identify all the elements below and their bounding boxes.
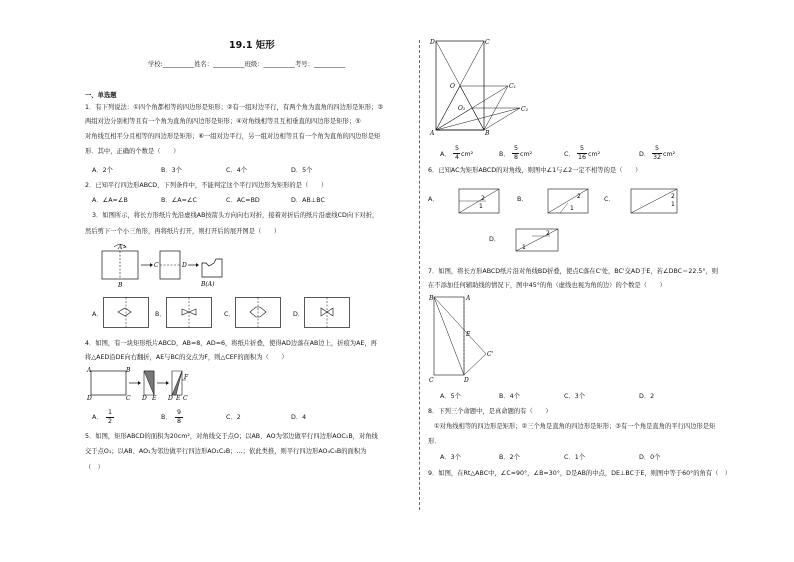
column-divider	[419, 40, 420, 510]
q8-option-a: A．3个	[440, 454, 461, 461]
q5-parallelogram-figure	[428, 38, 532, 138]
q5-option-a: A．	[440, 151, 451, 158]
q7-option-c: C．3个	[564, 393, 585, 400]
q8-option-b: B．2个	[499, 454, 520, 461]
q8-sub-2: 形．	[428, 438, 441, 445]
svg-text:2: 2	[577, 193, 581, 200]
q4-line-1: 4．如图，有一块矩形纸片ABCD，AB=8，AD=6，将纸片折叠，使得AD边落在AB边上，折痕为AE，再	[85, 340, 377, 347]
q2-option-d: D．AB⊥BC	[291, 197, 325, 204]
svg-text:C: C	[126, 395, 131, 402]
q2-option-c: C．AC=BD	[226, 197, 260, 204]
q5-line-1: 5．如图，矩形ABCD的面积为20cm²，对角线交于点O；以AB、AO为邻边做平行四边形AOC₁B，对角线	[85, 433, 378, 440]
q6-option-d-figure	[502, 226, 564, 258]
q6-line: 6．已知AC为矩形ABCD的对角线，则图中∠1与∠2一定不相等的是（ ）	[428, 167, 642, 174]
student-info-line: 学校:__________姓名：__________班级：__________考号：__________	[148, 61, 346, 68]
q1-line-2: 两组对边分别相等且有一个角为直角的四边形是矩形；④对角线相等且互相垂直的四边形是矩形；⑤	[85, 118, 361, 125]
svg-text:D: D	[168, 395, 173, 402]
q4-option-a-den: 2	[108, 418, 113, 425]
q3-option-b: B．	[155, 311, 166, 318]
q4-option-a-num: 1	[108, 409, 113, 416]
svg-text:B: B	[126, 367, 131, 374]
q4-option-a: A．	[92, 414, 103, 421]
svg-text:2: 2	[671, 193, 675, 200]
q1-line-1: 1．有下列说法：①四个角都相等的四边形是矩形；②有一组对边平行，有两个角为直角的四边形是矩形；③	[85, 104, 384, 111]
q6-option-b-figure	[530, 186, 592, 218]
svg-text:B: B	[485, 130, 490, 137]
q1-option-a: A．2个	[92, 167, 113, 174]
q4-option-b-den: 8	[177, 418, 182, 425]
svg-text:D: D	[87, 395, 92, 402]
q7-folding-figure	[426, 294, 506, 384]
q6-option-c-figure	[617, 186, 679, 218]
q1-option-b: B．3个	[161, 167, 182, 174]
svg-text:C: C	[183, 395, 188, 402]
svg-text:2: 2	[546, 230, 550, 237]
svg-text:C: C	[485, 39, 490, 46]
svg-text:1: 1	[522, 244, 526, 251]
q3-line-1: 3．如图所示，将长方形纸片先沿虚线AB按箭头方向向右对折，接着对折后的纸片沿虚线CD向下对折，	[92, 212, 379, 219]
svg-text:C₂: C₂	[521, 106, 528, 113]
q1-option-c: C．4个	[226, 167, 247, 174]
svg-text:C: C	[429, 377, 434, 384]
svg-text:D: D	[430, 39, 435, 46]
q2-option-a: A．∠A=∠B	[92, 197, 128, 204]
page-title: 19.1 矩形	[229, 40, 275, 51]
svg-text:B: B	[429, 295, 434, 302]
q7-option-b: B．4个	[499, 393, 520, 400]
q8-sub-1: ①对角线相等的四边形是矩形；②三个角是直角的四边形是矩形；③有一个角是直角的平行四边形是矩	[434, 423, 716, 430]
svg-text:1: 1	[479, 203, 483, 210]
q5-line-3: （ ）	[85, 464, 104, 471]
svg-text:O: O	[450, 83, 455, 90]
q9-line: 9．如图，在Rt△ABC中，∠C=90°，∠B=30°，D是AB的中点，DE⊥BC于E，则图中等于60°的角有（ ）	[428, 470, 732, 477]
svg-text:F: F	[184, 374, 189, 381]
q4-option-b: B．	[161, 414, 172, 421]
q3-option-c: C．	[224, 311, 235, 318]
q7-option-d: D．2	[639, 393, 655, 400]
svg-text:D: D	[464, 377, 469, 384]
q3-label-ba: B(A)	[201, 281, 215, 288]
q3-label-b: B	[118, 282, 123, 289]
svg-text:D: D	[142, 395, 147, 402]
svg-text:C': C'	[487, 351, 494, 358]
q1-option-d: D．5个	[291, 167, 313, 174]
svg-text:E: E	[466, 331, 471, 338]
q3-label-a: A	[118, 244, 123, 251]
q5-option-c: C．	[564, 151, 575, 158]
q8-line: 8．下列三个命题中，是真命题的有（ ）	[428, 408, 552, 415]
q5-option-d: D．	[639, 151, 651, 158]
svg-text:A: A	[430, 130, 435, 137]
q1-line-3: 对角线互相平分且相等的四边形是矩形；⑥一组对边平行，另一组对边相等且有一个角为直角的四边形是矩	[85, 133, 381, 140]
svg-text:1: 1	[570, 205, 574, 212]
q3-option-c-figure	[235, 297, 285, 331]
q3-line-2: 然后剪下一个小三角形，再将纸片打开，则打开后的展开图是（ ）	[85, 228, 281, 235]
svg-text:C₁: C₁	[509, 83, 516, 90]
q7-option-a: A．5个	[440, 393, 461, 400]
q3-option-a-figure	[103, 297, 153, 331]
svg-text:E: E	[176, 395, 181, 402]
svg-text:O₁: O₁	[458, 105, 466, 112]
svg-text:2: 2	[481, 195, 485, 202]
q3-folding-figure	[100, 241, 240, 289]
q5-option-b: B．	[499, 151, 510, 158]
q4-line-2: 将△AED沿DE向右翻折，AE与BC的交点为F，则△CEF的面积为（ ）	[85, 354, 288, 361]
q6-option-a-figure	[441, 186, 503, 218]
q4-option-b-num: 9	[177, 409, 182, 416]
svg-text:A: A	[87, 367, 92, 374]
q2-line: 2．已知平行四边形ABCD，下列条件中，不能判定这个平行四边形为矩形的是（ ）	[85, 182, 328, 189]
section-heading: 一、单选题	[85, 92, 117, 99]
svg-text:A: A	[466, 295, 471, 302]
q5-line-2: 交于点O₁；以AB、AO₁为邻边做平行四边形AO₁C₂B；…；依此类推，则平行四边形AO₄C₅B的面积为	[85, 448, 367, 455]
q3-option-d: D．	[293, 311, 305, 318]
q3-option-d-figure	[304, 297, 354, 331]
q3-option-b-figure	[166, 297, 216, 331]
svg-text:E: E	[152, 395, 157, 402]
q3-label-d: D	[182, 262, 187, 269]
q4-folding-figure	[86, 366, 206, 402]
q3-option-a: A．	[92, 311, 103, 318]
svg-text:1: 1	[671, 201, 675, 208]
q7-line-1: 7．如图，将长方形ABCD纸片沿对角线BD折叠，使点C落在C'处，BC'交AD于E，若∠DBC＝22.5°，则	[428, 268, 719, 275]
q1-line-4: 形．其中，正确的个数是（ ）	[85, 148, 180, 155]
q7-line-2: 在不添加任何辅助线的情况下，图中45°的角（虚线也视为角的边）的个数是（ ）	[428, 282, 666, 289]
q8-option-c: C．1个	[564, 454, 585, 461]
q4-option-d: D．4	[291, 414, 307, 421]
q2-option-b: B．∠A=∠C	[161, 197, 197, 204]
q3-label-c: C	[154, 262, 159, 269]
q8-option-d: D．0个	[639, 454, 661, 461]
q4-option-c: C．2	[226, 414, 241, 421]
